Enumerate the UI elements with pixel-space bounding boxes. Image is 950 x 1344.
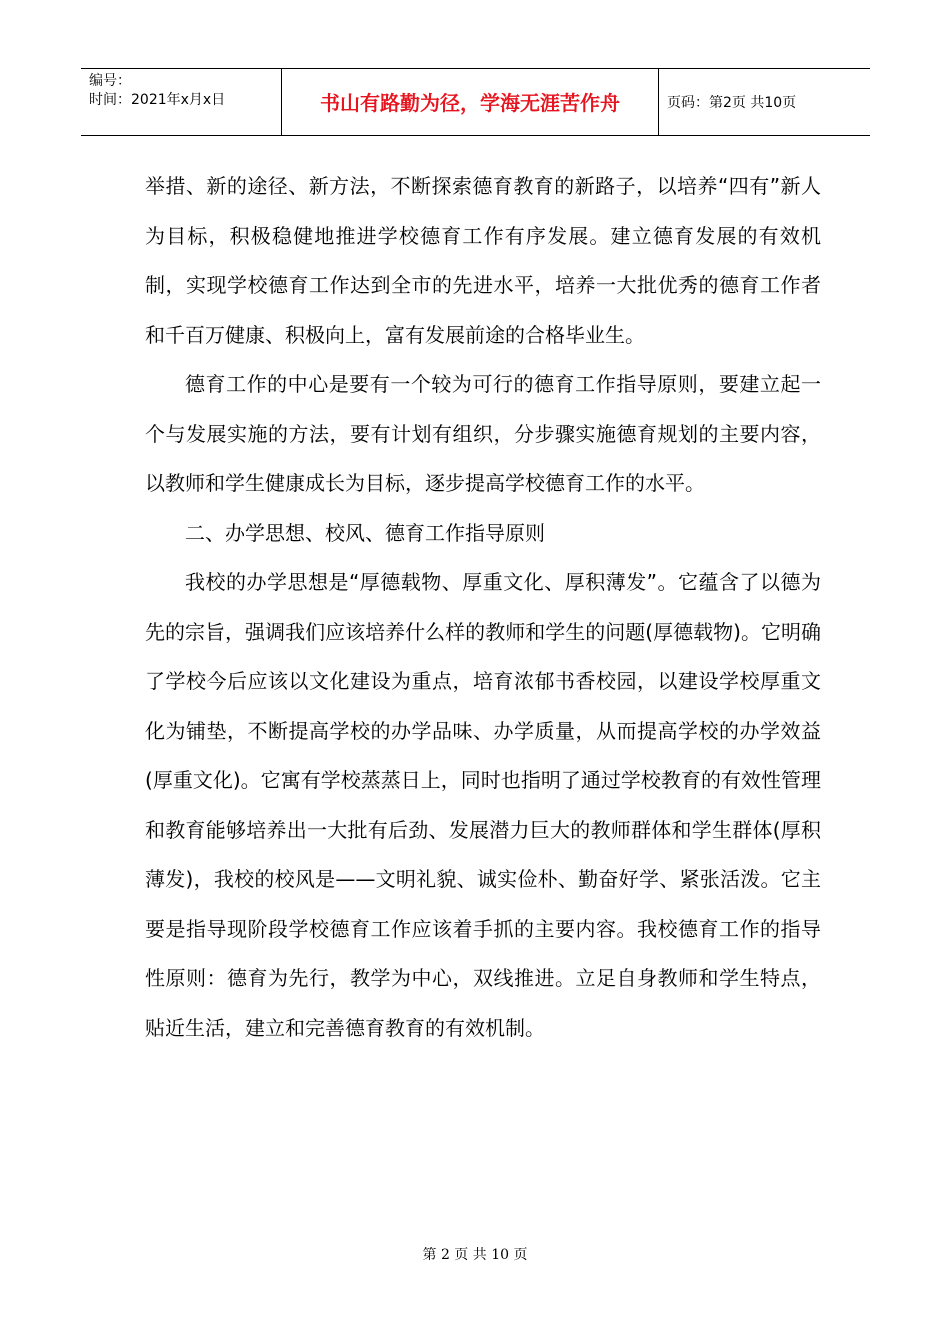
page-footer: 第 2 页 共 10 页 [422,1247,528,1263]
document-time-label: 时间：2021年x月x日 [89,92,226,108]
body-paragraph-2: 德育工作的中心是要有一个较为可行的德育工作指导原则，要建立起一个与发展实施的方法，要有计划有组织，分步骤实施德育规划的主要内容，以教师和学生健康成长为目标，逐步提高学校德育工作的水平。 [145,372,821,495]
header-motto: 书山有路勤为径，学海无涯苦作舟 [282,69,659,135]
page-header [81,68,870,136]
header-page-info: 页码：第2页 共10页 [667,95,797,111]
header-meta [81,69,282,135]
body-paragraph-3: 我校的办学思想是“厚德载物、厚重文化、厚积薄发”。它蕴含了以德为先的宗旨，强调我们应该培养什么样的教师和学生的问题(厚德载物)。它明确了学校今后应该以文化建设为重点，培育浓郁书香校园，以建设学校厚重文化为铺垫，不断提高学校的办学品味、办学质量，从而提高学校的办学效益(厚重文化)。它寓有学校蒸蒸日上，同时也指明了通过学校教育的有效性管理和教育能够培养出一大批有后劲、发展潜力巨大的教师群体和学生群体(厚积薄发)，我校的校风是——文明礼貌、诚实俭朴、勤奋好学、紧张活泼。它主要是指导现阶段学校德育工作应该着手抓的主要内容。我校德育工作的指导性原则：德育为先行，教学为中心，双线推进。立足自身教师和学生特点，贴近生活，建立和完善德育教育的有效机制。 [145,570,821,1040]
body-paragraph-1: 举措、新的途径、新方法，不断探索德育教育的新路子，以培养“四有”新人为目标，积极稳健地推进学校德育工作有序发展。建立德育发展的有效机制，实现学校德育工作达到全市的先进水平，培养一大批优秀的德育工作者和千百万健康、积极向上，富有发展前途的合格毕业生。 [145,174,821,347]
section-heading: 二、办学思想、校风、德育工作指导原则 [185,520,545,545]
document-body [145,162,821,1053]
document-number-label: 编号： [89,73,131,89]
